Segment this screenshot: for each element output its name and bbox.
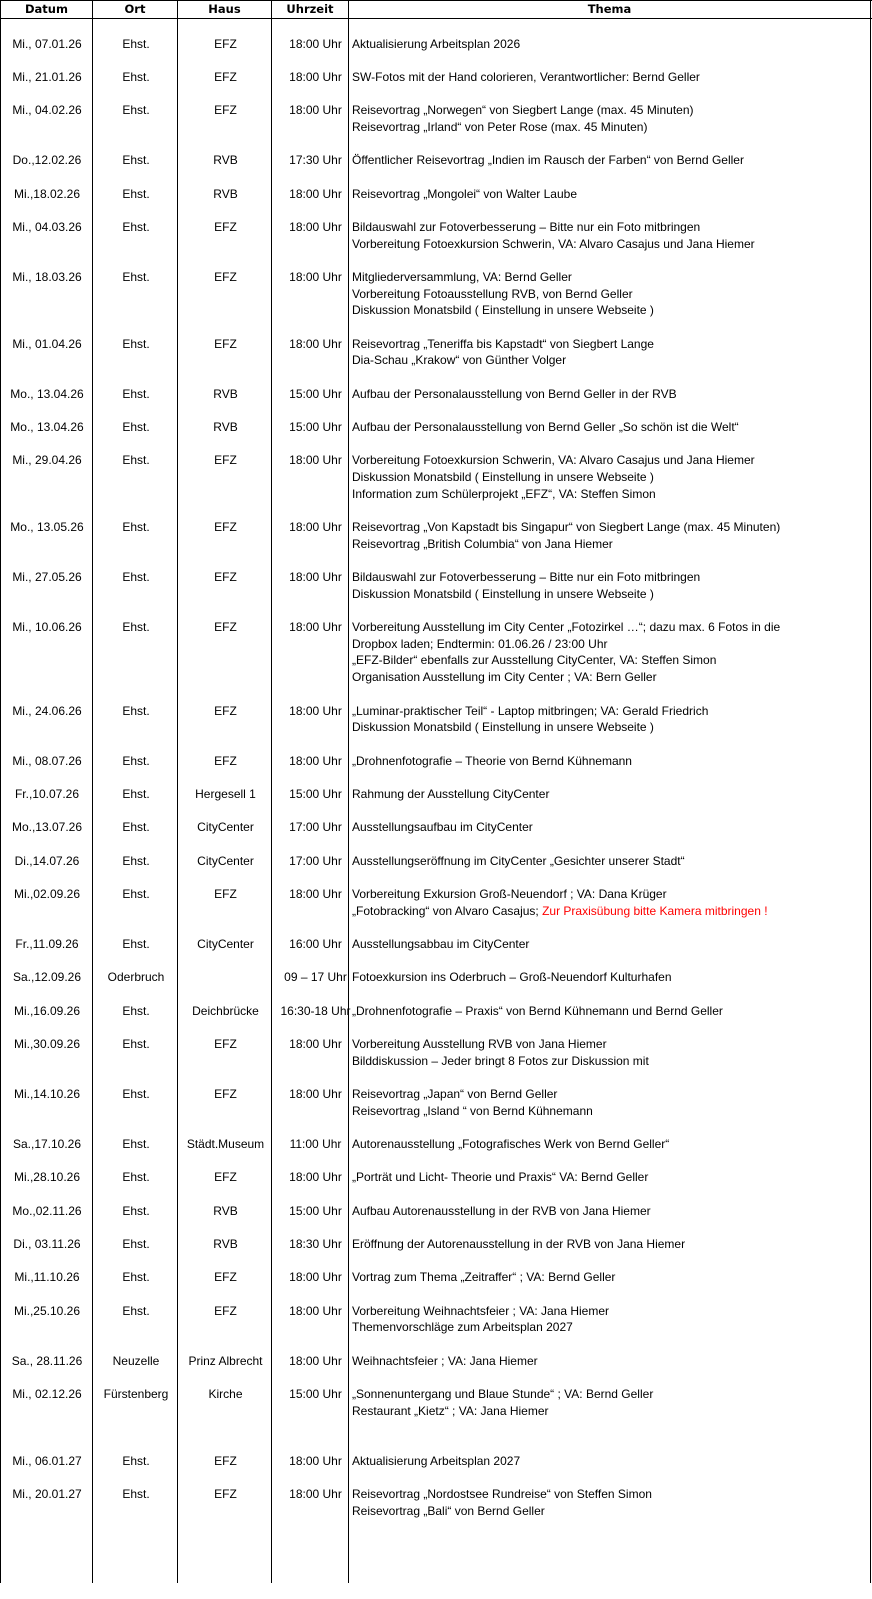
date-cell: Mi., 18.03.26 (12, 270, 82, 285)
location-cell: Ehst. (122, 336, 150, 351)
time-cell: 18:00 Uhr (289, 886, 342, 901)
topic-line (352, 586, 870, 603)
topic-line (352, 519, 870, 536)
topic-line (352, 569, 870, 586)
topic-line (352, 486, 870, 503)
venue-cell: EFZ (214, 1486, 237, 1501)
topic-line (352, 1003, 870, 1020)
topic-line (352, 669, 870, 686)
venue-cell: EFZ (214, 1303, 237, 1318)
topic-cell (352, 219, 870, 252)
topic-line (352, 152, 870, 169)
date-cell: Di.,14.07.26 (14, 853, 80, 868)
header-datum: Datum (25, 2, 68, 16)
topic-text: Diskussion Monatsbild ( Einstellung in unsere Webseite ) (352, 586, 654, 601)
topic-line (352, 819, 870, 836)
venue-cell: Kirche (208, 1386, 243, 1401)
location-cell: Ehst. (122, 453, 150, 468)
location-cell: Ehst. (122, 820, 150, 835)
topic-text: „Fotobracking“ von Alvaro Casajus; (352, 903, 543, 918)
venue-cell: EFZ (214, 1086, 237, 1101)
topic-line (352, 753, 870, 770)
time-cell: 18:00 Uhr (289, 186, 342, 201)
venue-cell: CityCenter (197, 936, 254, 951)
topic-text: Aufbau Autorenausstellung in der RVB von Jana Hiemer (352, 1203, 651, 1218)
time-cell: 18:00 Uhr (289, 1086, 342, 1101)
location-cell: Ehst. (122, 1170, 150, 1185)
topic-text: Vorbereitung Ausstellung im City Center „Fotozirkel …“; dazu max. 6 Fotos in die (352, 620, 781, 635)
topic-cell (352, 69, 870, 86)
topic-line (352, 1053, 870, 1070)
topic-cell (352, 1486, 870, 1519)
topic-line (352, 469, 870, 486)
time-cell: 17:00 Uhr (289, 853, 342, 868)
topic-text: Vorbereitung Ausstellung RVB von Jana Hiemer (352, 1036, 607, 1051)
location-cell: Ehst. (122, 103, 150, 118)
topic-cell (352, 853, 870, 870)
location-cell: Ehst. (122, 1036, 150, 1051)
topic-cell (352, 1269, 870, 1286)
topic-text: Organisation Ausstellung im City Center ; VA: Bern Geller (352, 670, 657, 685)
topic-cell (352, 1386, 870, 1419)
topic-line (352, 1453, 870, 1470)
location-cell: Ehst. (122, 153, 150, 168)
topic-cell (352, 569, 870, 602)
location-cell: Ehst. (122, 620, 150, 635)
topic-cell (352, 936, 870, 953)
topic-text: Reisevortrag „Island “ von Bernd Kühnemann (352, 1103, 593, 1118)
topic-line (352, 419, 870, 436)
topic-line (352, 1319, 870, 1336)
venue-cell: EFZ (214, 270, 237, 285)
topic-cell (352, 1136, 870, 1153)
topic-line (352, 119, 870, 136)
topic-text: Ausstellungsaufbau im CityCenter (352, 820, 533, 835)
topic-text: Reisevortrag „British Columbia“ von Jana Hiemer (352, 536, 613, 551)
topic-text: Aktualisierung Arbeitsplan 2026 (352, 36, 521, 51)
topic-line (352, 1269, 870, 1286)
venue-cell: EFZ (214, 36, 237, 51)
date-cell: Mi., 06.01.27 (12, 1453, 82, 1468)
topic-text: „Luminar-praktischer Teil“ - Laptop mitbringen; VA: Gerald Friedrich (352, 703, 709, 718)
location-cell: Ehst. (122, 936, 150, 951)
time-cell: 18:30 Uhr (289, 1236, 342, 1251)
topic-cell (352, 386, 870, 403)
location-cell: Ehst. (122, 520, 150, 535)
topic-line (352, 1203, 870, 1220)
date-cell: Sa.,17.10.26 (12, 1136, 82, 1151)
date-cell: Mo.,13.07.26 (11, 820, 83, 835)
topic-text: Vorbereitung Exkursion Groß-Neuendorf ; VA: Dana Krüger (352, 886, 667, 901)
topic-line (352, 36, 870, 53)
topic-line (352, 1136, 870, 1153)
location-cell: Ehst. (122, 703, 150, 718)
topic-line (352, 269, 870, 286)
venue-cell: Städt.Museum (186, 1136, 265, 1151)
topic-text: Ausstellungseröffnung im CityCenter „Gesichter unserer Stadt“ (352, 853, 685, 868)
topic-line (352, 386, 870, 403)
venue-cell: EFZ (214, 103, 237, 118)
venue-cell: EFZ (214, 703, 237, 718)
topic-text: Reisevortrag „Norwegen“ von Siegbert Lange (max. 45 Minuten) (352, 103, 694, 118)
time-cell: 17:30 Uhr (289, 153, 342, 168)
topic-text: Diskussion Monatsbild ( Einstellung in unsere Webseite ) (352, 303, 654, 318)
topic-text: Aufbau der Personalausstellung von Bernd Geller „So schön ist die Welt“ (352, 420, 739, 435)
topic-cell (352, 819, 870, 836)
header-uhrzeit: Uhrzeit (286, 2, 334, 16)
topic-cell (352, 969, 870, 986)
date-cell: Mi., 20.01.27 (12, 1486, 82, 1501)
date-cell: Mi., 01.04.26 (12, 336, 82, 351)
time-cell: 18:00 Uhr (289, 453, 342, 468)
topic-line (352, 1103, 870, 1120)
topic-line (352, 186, 870, 203)
date-cell: Mi.,18.02.26 (13, 186, 81, 201)
topic-cell (352, 1236, 870, 1253)
venue-cell: RVB (213, 186, 238, 201)
time-cell: 11:00 Uhr (289, 1136, 342, 1151)
topic-text: Diskussion Monatsbild ( Einstellung in unsere Webseite ) (352, 720, 654, 735)
location-cell: Fürstenberg (103, 1386, 169, 1401)
date-cell: Mi., 07.01.26 (12, 36, 82, 51)
topic-line (352, 853, 870, 870)
date-cell: Mi., 27.05.26 (12, 570, 82, 585)
date-cell: Mi.,16.09.26 (13, 1003, 81, 1018)
venue-cell: EFZ (214, 1036, 237, 1051)
venue-cell: EFZ (214, 753, 237, 768)
time-cell: 09 – 17 Uhr (284, 970, 347, 985)
topic-text: Vorbereitung Weihnachtsfeier ; VA: Jana Hiemer (352, 1303, 610, 1318)
time-cell: 16:00 Uhr (289, 936, 342, 951)
topic-cell (352, 452, 870, 502)
time-cell: 16:30-18 Uhr (280, 1003, 351, 1018)
venue-cell: EFZ (214, 453, 237, 468)
topic-line (352, 652, 870, 669)
topic-cell (352, 1003, 870, 1020)
time-cell: 15:00 Uhr (289, 386, 342, 401)
topic-text: Reisevortrag „Von Kapstadt bis Singapur“ von Siegbert Lange (max. 45 Minuten) (352, 520, 781, 535)
topic-text: „Drohnenfotografie – Praxis“ von Bernd Kühnemann und Bernd Geller (352, 1003, 723, 1018)
location-cell: Ehst. (122, 1203, 150, 1218)
topic-line (352, 1403, 870, 1420)
date-cell: Mi.,02.09.26 (13, 886, 81, 901)
topic-line (352, 452, 870, 469)
location-cell: Ehst. (122, 886, 150, 901)
date-cell: Mi., 21.01.26 (12, 70, 82, 85)
location-cell: Ehst. (122, 1086, 150, 1101)
time-cell: 15:00 Uhr (289, 1386, 342, 1401)
date-cell: Sa.,12.09.26 (12, 970, 82, 985)
topic-line (352, 1353, 870, 1370)
topic-line (352, 69, 870, 86)
location-cell: Ehst. (122, 220, 150, 235)
time-cell: 18:00 Uhr (289, 620, 342, 635)
topic-cell (352, 269, 870, 319)
topic-text: „Drohnenfotografie – Theorie von Bernd Kühnemann (352, 753, 632, 768)
date-cell: Mi., 08.07.26 (12, 753, 82, 768)
topic-line (352, 1486, 870, 1503)
topic-line (352, 536, 870, 553)
venue-cell: EFZ (214, 220, 237, 235)
topic-line (352, 286, 870, 303)
venue-cell: EFZ (214, 1170, 237, 1185)
topic-text: Vorbereitung Fotoausstellung RVB, von Bernd Geller (352, 286, 633, 301)
topic-text: Aktualisierung Arbeitsplan 2027 (352, 1453, 521, 1468)
time-cell: 18:00 Uhr (289, 1453, 342, 1468)
topic-line (352, 1503, 870, 1520)
location-cell: Ehst. (122, 70, 150, 85)
venue-cell: CityCenter (197, 820, 254, 835)
location-cell: Ehst. (122, 186, 150, 201)
topic-line (352, 703, 870, 720)
topic-line (352, 102, 870, 119)
header-ort: Ort (124, 2, 146, 16)
topic-text: Reisevortrag „Mongolei“ von Walter Laube (352, 186, 577, 201)
date-cell: Mi.,28.10.26 (13, 1170, 81, 1185)
topic-cell (352, 703, 870, 736)
topic-text: Information zum Schülerprojekt „EFZ“, VA: Steffen Simon (352, 486, 656, 501)
header-bottom-border (0, 18, 872, 19)
topic-text: Dropbox laden; Endtermin: 01.06.26 / 23:00 Uhr (352, 636, 608, 651)
date-cell: Mi., 02.12.26 (12, 1386, 82, 1401)
date-cell: Mi., 29.04.26 (12, 453, 82, 468)
topic-cell (352, 152, 870, 169)
topic-text: Restaurant „Kietz“ ; VA: Jana Hiemer (352, 1403, 549, 1418)
topic-text: Dia-Schau „Krakow“ von Günther Volger (352, 353, 567, 368)
time-cell: 15:00 Uhr (289, 1203, 342, 1218)
topic-text: „EFZ-Bilder“ ebenfalls zur Ausstellung CityCenter, VA: Steffen Simon (352, 653, 717, 668)
topic-text: Eröffnung der Autorenausstellung in der RVB von Jana Hiemer (352, 1236, 686, 1251)
topic-line (352, 886, 870, 903)
venue-cell: RVB (213, 1203, 238, 1218)
topic-cell (352, 753, 870, 770)
topic-line (352, 352, 870, 369)
topic-cell (352, 186, 870, 203)
topic-line (352, 1036, 870, 1053)
topic-line (352, 636, 870, 653)
venue-cell: RVB (213, 420, 238, 435)
time-cell: 18:00 Uhr (289, 703, 342, 718)
time-cell: 18:00 Uhr (289, 103, 342, 118)
topic-text: Fotoexkursion ins Oderbruch – Groß-Neuendorf Kulturhafen (352, 970, 672, 985)
location-cell: Ehst. (122, 270, 150, 285)
date-cell: Mi., 10.06.26 (12, 620, 82, 635)
time-cell: 18:00 Uhr (289, 70, 342, 85)
header-thema: Thema (587, 2, 632, 16)
date-cell: Mi., 24.06.26 (12, 703, 82, 718)
location-cell: Ehst. (122, 1453, 150, 1468)
topic-highlight-text: Zur Praxisübung bitte Kamera mitbringen ! (542, 903, 768, 918)
topic-text: Diskussion Monatsbild ( Einstellung in unsere Webseite ) (352, 470, 654, 485)
date-cell: Do.,12.02.26 (12, 153, 82, 168)
topic-text: Reisevortrag „Irland“ von Peter Rose (max. 45 Minuten) (352, 120, 648, 135)
topic-text: Ausstellungsabbau im CityCenter (352, 936, 530, 951)
date-cell: Mo.,02.11.26 (12, 1203, 82, 1218)
topic-text: Rahmung der Ausstellung CityCenter (352, 786, 550, 801)
venue-cell: EFZ (214, 1270, 237, 1285)
date-cell: Mi.,11.10.26 (14, 1270, 80, 1285)
time-cell: 18:00 Uhr (289, 753, 342, 768)
location-cell: Ehst. (122, 386, 150, 401)
venue-cell: Deichbrücke (192, 1003, 259, 1018)
date-cell: Mi., 04.02.26 (12, 103, 82, 118)
topic-cell (352, 1303, 870, 1336)
venue-cell: EFZ (214, 1453, 237, 1468)
topic-cell (352, 786, 870, 803)
topic-cell (352, 419, 870, 436)
topic-line (352, 719, 870, 736)
topic-line (352, 1086, 870, 1103)
location-cell: Ehst. (122, 36, 150, 51)
topic-line (352, 969, 870, 986)
topic-line (352, 936, 870, 953)
topic-line (352, 786, 870, 803)
column-divider (870, 0, 871, 1583)
topic-text: Aufbau der Personalausstellung von Bernd Geller in der RVB (352, 386, 677, 401)
time-cell: 18:00 Uhr (289, 570, 342, 585)
time-cell: 18:00 Uhr (289, 1486, 342, 1501)
topic-text: Reisevortrag „Bali“ von Bernd Geller (352, 1503, 545, 1518)
venue-cell: EFZ (214, 520, 237, 535)
location-cell: Ehst. (122, 1236, 150, 1251)
venue-cell: EFZ (214, 620, 237, 635)
venue-cell: Hergesell 1 (195, 786, 256, 801)
topic-text: Vorbereitung Fotoexkursion Schwerin, VA: Alvaro Casajus und Jana Hiemer (352, 236, 755, 251)
time-cell: 18:00 Uhr (289, 36, 342, 51)
time-cell: 18:00 Uhr (289, 1036, 342, 1051)
venue-cell: CityCenter (197, 853, 254, 868)
topic-cell (352, 1203, 870, 1220)
venue-cell: Prinz Albrecht (188, 1353, 263, 1368)
venue-cell: RVB (213, 153, 238, 168)
topic-line (352, 903, 870, 920)
topic-line (352, 336, 870, 353)
topic-line (352, 1303, 870, 1320)
topic-text: Mitgliederversammlung, VA: Bernd Geller (352, 270, 572, 285)
location-cell: Ehst. (122, 1303, 150, 1318)
date-cell: Mi.,30.09.26 (13, 1036, 81, 1051)
topic-text: Bildauswahl zur Fotoverbesserung – Bitte nur ein Foto mitbringen (352, 220, 701, 235)
topic-text: Reisevortrag „Japan“ von Bernd Geller (352, 1086, 558, 1101)
date-cell: Mo., 13.04.26 (10, 420, 84, 435)
topic-line (352, 1386, 870, 1403)
venue-cell: RVB (213, 386, 238, 401)
topic-text: Bilddiskussion – Jeder bringt 8 Fotos zur Diskussion mit (352, 1053, 649, 1068)
date-cell: Mi.,14.10.26 (13, 1086, 81, 1101)
topic-cell (352, 886, 870, 919)
topic-text: Reisevortrag „Teneriffa bis Kapstadt“ von Siegbert Lange (352, 336, 654, 351)
date-cell: Mi., 04.03.26 (12, 220, 82, 235)
location-cell: Ehst. (122, 1486, 150, 1501)
location-cell: Ehst. (122, 786, 150, 801)
time-cell: 18:00 Uhr (289, 336, 342, 351)
date-cell: Mo., 13.05.26 (10, 520, 84, 535)
venue-cell: EFZ (214, 570, 237, 585)
date-cell: Fr.,10.07.26 (14, 786, 80, 801)
venue-cell: EFZ (214, 886, 237, 901)
time-cell: 18:00 Uhr (289, 1353, 342, 1368)
topic-text: Autorenausstellung „Fotografisches Werk von Bernd Geller“ (352, 1136, 670, 1151)
location-cell: Ehst. (122, 1136, 150, 1151)
topic-cell (352, 1086, 870, 1119)
time-cell: 15:00 Uhr (289, 420, 342, 435)
topic-cell (352, 336, 870, 369)
topic-text: „Sonnenuntergang und Blaue Stunde“ ; VA: Bernd Geller (352, 1386, 654, 1401)
location-cell: Ehst. (122, 1003, 150, 1018)
topic-text: Weihnachtsfeier ; VA: Jana Hiemer (352, 1353, 538, 1368)
topic-text: Reisevortrag „Nordostsee Rundreise“ von Steffen Simon (352, 1486, 652, 1501)
date-cell: Di., 03.11.26 (13, 1236, 81, 1251)
time-cell: 18:00 Uhr (289, 220, 342, 235)
topic-line (352, 302, 870, 319)
time-cell: 17:00 Uhr (289, 820, 342, 835)
location-cell: Ehst. (122, 1270, 150, 1285)
topic-cell (352, 36, 870, 53)
location-cell: Oderbruch (107, 970, 165, 985)
time-cell: 18:00 Uhr (289, 1170, 342, 1185)
topic-text: Vortrag zum Thema „Zeitraffer“ ; VA: Bernd Geller (352, 1270, 616, 1285)
topic-text: Vorbereitung Fotoexkursion Schwerin, VA: Alvaro Casajus und Jana Hiemer (352, 453, 755, 468)
topic-text: SW-Fotos mit der Hand colorieren, Verantwortlicher: Bernd Geller (352, 70, 700, 85)
time-cell: 18:00 Uhr (289, 1270, 342, 1285)
venue-cell: EFZ (214, 70, 237, 85)
topic-cell (352, 519, 870, 552)
topic-line (352, 236, 870, 253)
topic-cell (352, 1169, 870, 1186)
topic-cell (352, 1036, 870, 1069)
venue-cell: EFZ (214, 336, 237, 351)
date-cell: Mo., 13.04.26 (10, 386, 84, 401)
topic-line (352, 1169, 870, 1186)
header-haus: Haus (208, 2, 241, 16)
venue-cell: RVB (213, 1236, 238, 1251)
location-cell: Ehst. (122, 420, 150, 435)
topic-cell (352, 1453, 870, 1470)
location-cell: Ehst. (122, 570, 150, 585)
topic-line (352, 1236, 870, 1253)
date-cell: Mi.,25.10.26 (13, 1303, 81, 1318)
topic-text: Öffentlicher Reisevortrag „Indien im Rausch der Farben“ von Bernd Geller (352, 153, 744, 168)
topic-cell (352, 1353, 870, 1370)
date-cell: Sa., 28.11.26 (11, 1353, 83, 1368)
date-cell: Fr.,11.09.26 (15, 936, 79, 951)
topic-text: Bildauswahl zur Fotoverbesserung – Bitte nur ein Foto mitbringen (352, 570, 701, 585)
time-cell: 18:00 Uhr (289, 520, 342, 535)
topic-cell (352, 619, 870, 686)
location-cell: Ehst. (122, 753, 150, 768)
location-cell: Neuzelle (112, 1353, 160, 1368)
topic-text: „Porträt und Licht- Theorie und Praxis“ VA: Bernd Geller (352, 1170, 649, 1185)
time-cell: 18:00 Uhr (289, 270, 342, 285)
topic-line (352, 219, 870, 236)
time-cell: 18:00 Uhr (289, 1303, 342, 1318)
topic-text: Themenvorschläge zum Arbeitsplan 2027 (352, 1320, 573, 1335)
location-cell: Ehst. (122, 853, 150, 868)
time-cell: 15:00 Uhr (289, 786, 342, 801)
topic-cell (352, 102, 870, 135)
topic-line (352, 619, 870, 636)
